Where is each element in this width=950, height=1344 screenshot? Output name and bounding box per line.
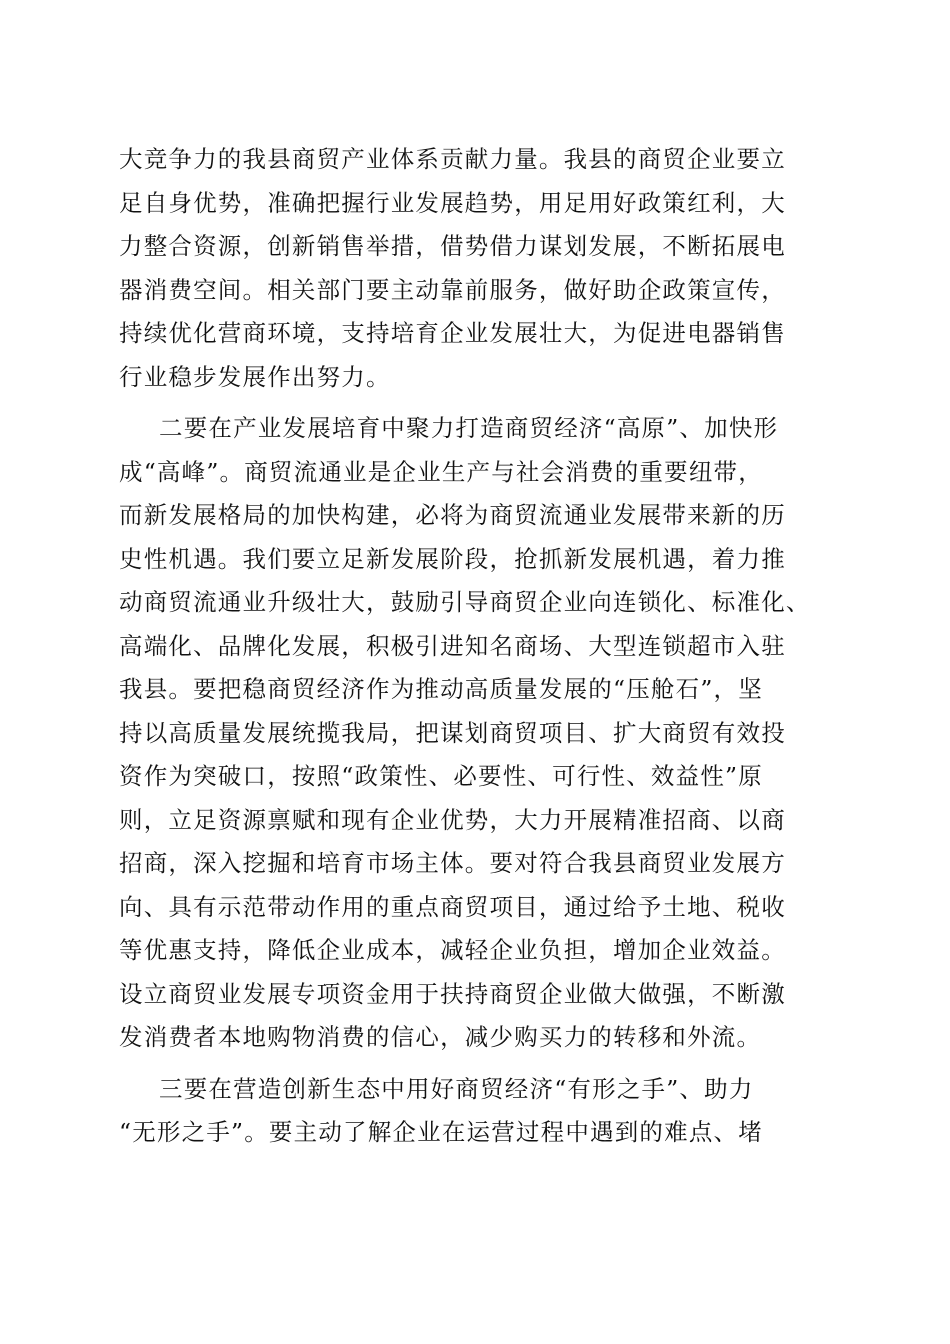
text-line-first: 三要在营造创新生态中用好商贸经济“有形之手”、助力 [159,1074,754,1103]
paragraph-spacer [119,399,849,407]
paragraph-1 [119,138,849,399]
text-line: 力整合资源，创新销售举措，借势借力谋划发展，不断拓展电 [119,232,786,260]
text-line: 招商，深入挖掘和培育市场主体。要对符合我县商贸业发展方 [119,849,786,877]
text-line: 器消费空间。相关部门要主动靠前服务，做好助企政策宣传， [119,275,786,304]
text-line: 成“高峰”。商贸流通业是企业生产与社会消费的重要纽带， [119,457,763,486]
text-line: 足自身优势，准确把握行业发展趋势，用足用好政策红利，大 [119,188,786,217]
document-body [119,138,849,1155]
text-line: 向、具有示范带动作用的重点商贸项目，通过给予土地、税收 [119,892,786,921]
text-line: 高端化、品牌化发展，积极引进知名商场、大型连锁超市入驻 [119,631,786,660]
text-line: 动商贸流通业升级壮大，鼓励引导商贸企业向连锁化、标准化、 [119,588,811,616]
text-line: 行业稳步发展作出努力。 [119,362,391,391]
text-line: 史性机遇。我们要立足新发展阶段，抢抓新发展机遇，着力推 [119,544,786,573]
text-line: 则，立足资源禀赋和现有企业优势，大力开展精准招商、以商 [119,805,786,834]
text-line: 大竞争力的我县商贸产业体系贡献力量。我县的商贸企业要立 [119,145,786,173]
paragraph-2 [119,407,849,1060]
text-line: 等优惠支持，降低企业成本，减轻企业负担，增加企业效益。 [119,936,786,964]
text-line-first: 二要在产业发展培育中聚力打造商贸经济“高原”、加快形 [159,414,779,442]
text-line: 持续优化营商环境，支持培育企业发展壮大，为促进电器销售 [119,319,786,347]
text-line: 设立商贸业发展专项资金用于扶持商贸企业做大做强，不断激 [119,979,786,1008]
text-line: 而新发展格局的加快构建，必将为商贸流通业发展带来新的历 [119,501,786,529]
text-line: 持以高质量发展统揽我局，把谋划商贸项目、扩大商贸有效投 [119,718,786,747]
text-line: 我县。要把稳商贸经济作为推动高质量发展的“压舱石”，坚 [119,675,763,703]
text-line: “无形之手”。要主动了解企业在运营过程中遇到的难点、堵 [119,1118,763,1146]
text-line: 资作为突破口，按照“政策性、必要性、可行性、效益性”原 [119,762,763,790]
text-line: 发消费者本地购物消费的信心，减少购买力的转移和外流。 [119,1023,762,1051]
paragraph-spacer [119,1060,849,1068]
paragraph-3 [119,1068,849,1155]
